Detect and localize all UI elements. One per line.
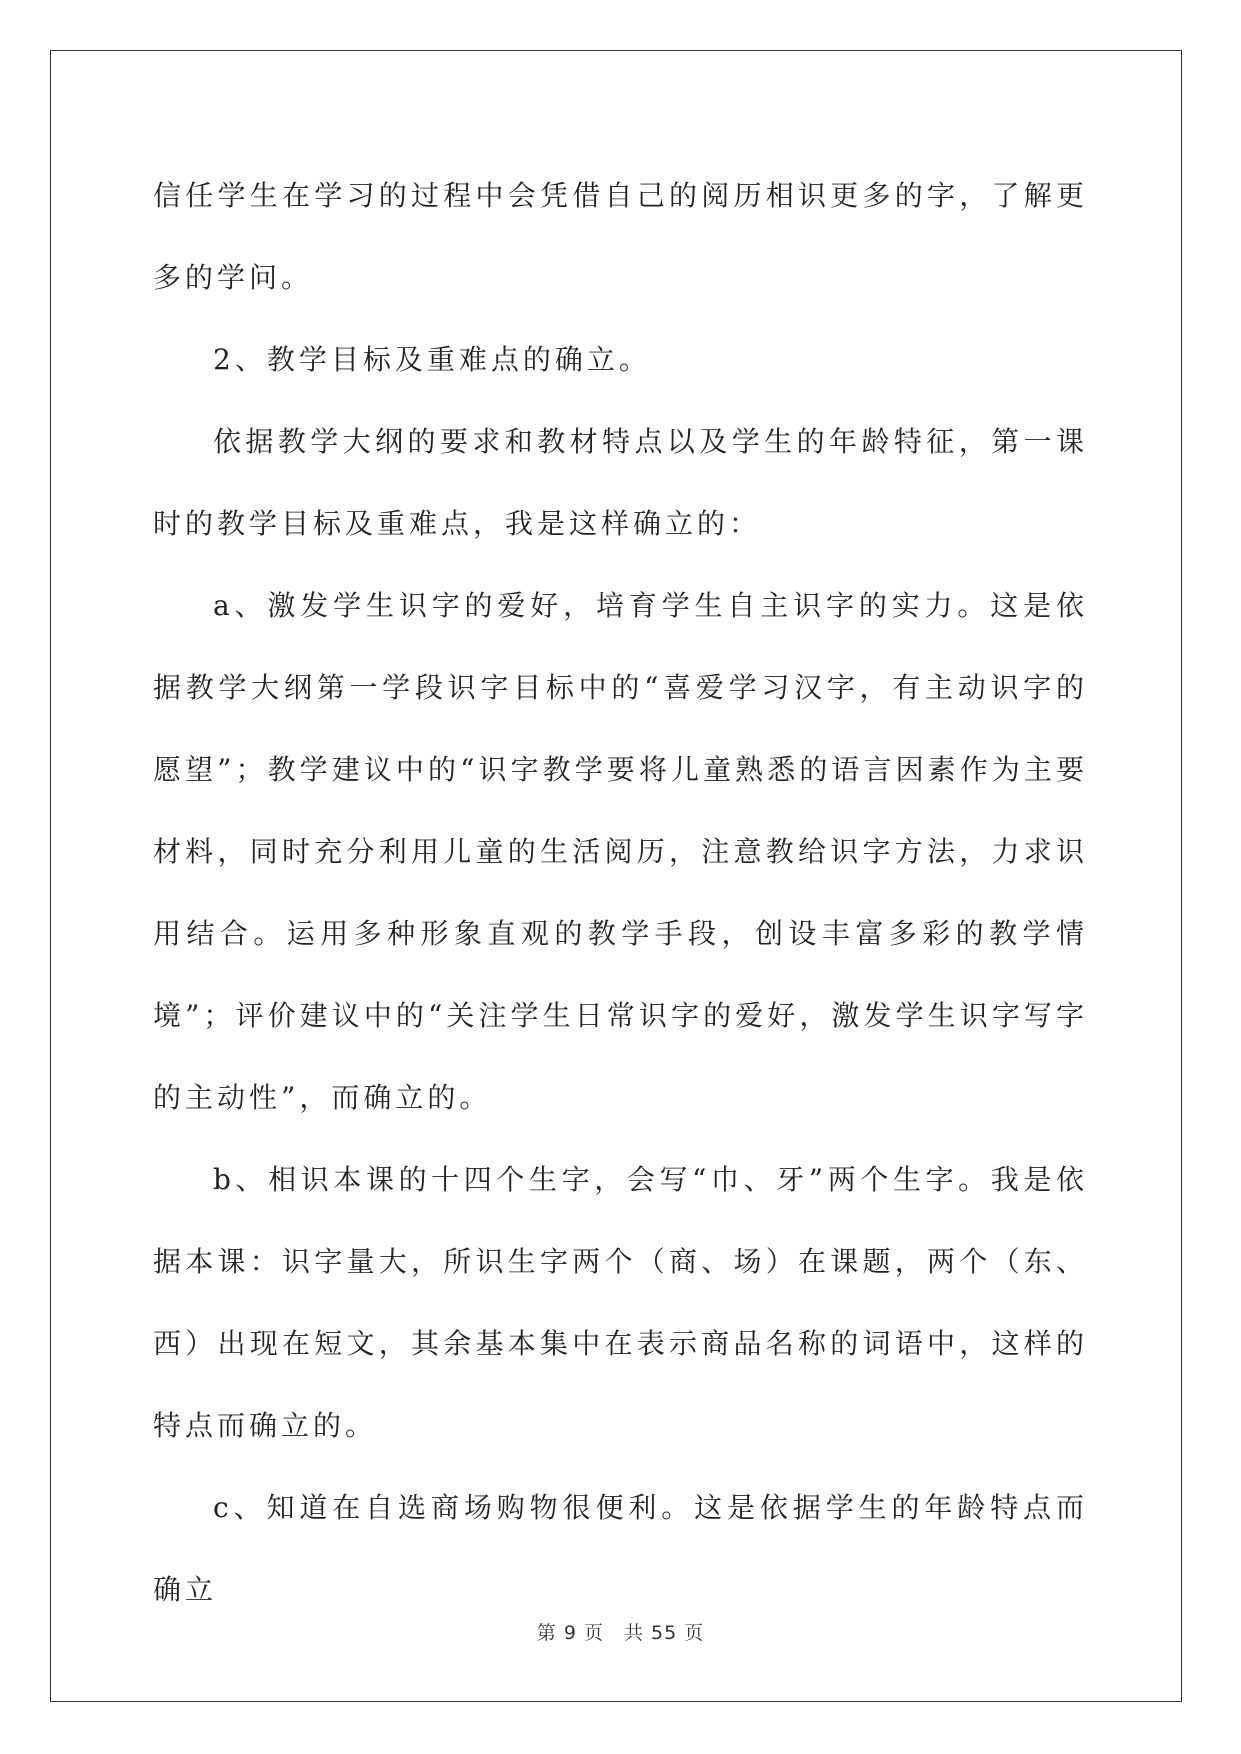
paragraph: 2、教学目标及重难点的确立。 xyxy=(213,343,651,376)
document-body xyxy=(153,155,1088,1631)
paragraph: a、激发学生识字的爱好，培育学生自主识字的实力。这是依据教学大纲第一学段识字目标中的“喜爱学习汉字，有主动识字的愿望”；教学建议中的“识字教学要将儿童熟悉的语言因素作为主要材料，同时充分利用儿童的生活阅历，注意教给识字方法，力求识用结合。运用多种形象直观的教学手段，创设丰富多彩的教学情境”；评价建议中的“关注学生日常识字的爱好，激发学生识字写字的主动性”，而确立的。 xyxy=(153,589,1088,1114)
paragraph: b、相识本课的十四个生字，会写“巾、牙”两个生字。我是依据本课：识字量大，所识生字两个（商、场）在课题，两个（东、西）出现在短文，其余基本集中在表示商品名称的词语中，这样的特点而确立的。 xyxy=(153,1163,1088,1442)
paragraph: 依据教学大纲的要求和教材特点以及学生的年龄特征，第一课时的教学目标及重难点，我是这样确立的： xyxy=(153,425,1088,540)
paragraph: c、知道在自选商场购物很便利。这是依据学生的年龄特点而确立 xyxy=(153,1491,1088,1606)
paragraph: 信任学生在学习的过程中会凭借自己的阅历相识更多的字，了解更多的学问。 xyxy=(153,179,1088,294)
page-number: 第 9 页 共 55 页 xyxy=(536,1622,705,1644)
